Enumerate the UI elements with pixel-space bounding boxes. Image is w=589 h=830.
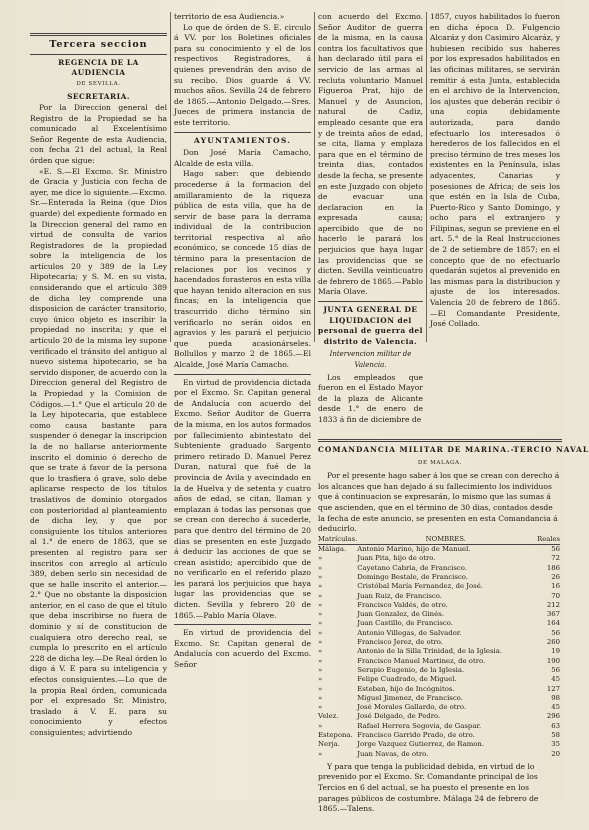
row-matricula: » xyxy=(318,628,323,637)
article-paragraph: Hago saber: que debiendo procederse á la formacion del amillaramiento de la riqueza pública de esta villa, que ha de servir de base para la derrama individual de la contribucion territorial respectiva al año económico, se concede 15 días de término para la presentacion de relaciones por los vecinos y hacendados forasteros en esta villa que hayan tenido alteracion en sus fincas; en la inteligencia que trascurrido dicho término sin verificarlo no serán oidos en agravios y les parará el perjuicio que pueda acasionárseles. Bollullos y marzo 2 de 1865.—El Alcalde, José María Camacho. xyxy=(174,169,311,369)
row-matricula: » xyxy=(318,665,323,674)
row-nombre: José Delgado, de Pedro. xyxy=(357,712,441,721)
office-heading: SECRETARIA. xyxy=(67,92,130,102)
marina-closing: Y para que tenga la publicidad debida, en virtud de lo prevenido por el Excmo. Sr. Comandante principal de los Tercios en 6 del actual, se ha puesto el presente en los parages públicos de costumbre. Málaga 24 de febrero de 1865.—Talens. xyxy=(318,761,539,814)
row-reales: 260 xyxy=(546,638,560,647)
row-reales: 16 xyxy=(551,582,560,591)
article-rule xyxy=(174,624,311,625)
table-row xyxy=(318,657,560,666)
article-paragraph: Los empleados que fueron en el Estado Mayor de la plaza de Alicante desde 1.° de enero de 1833 á fin de diciembre de xyxy=(318,372,423,424)
table-row xyxy=(318,582,560,591)
section-rule-bottom xyxy=(30,54,167,55)
row-nombre: Esteban, hijo de Incógnitos. xyxy=(357,684,455,693)
table-row xyxy=(318,666,560,675)
row-reales: 35 xyxy=(551,740,560,749)
row-nombre: Miguel Jimenez, de Francisco. xyxy=(357,693,463,702)
row-reales: 127 xyxy=(546,684,560,693)
table-header-row xyxy=(318,535,560,545)
row-nombre: Antonio Marino, hijo de Manuel. xyxy=(357,545,471,554)
table-row xyxy=(318,685,560,694)
row-matricula: Estepona. xyxy=(318,730,353,739)
table-row xyxy=(318,545,560,555)
table-row xyxy=(318,638,560,647)
row-matricula: » xyxy=(318,647,323,656)
row-reales: 212 xyxy=(546,600,560,609)
row-reales: 19 xyxy=(551,647,560,656)
row-reales: 63 xyxy=(551,721,560,730)
row-nombre: Domingo Bestale, de Francisco. xyxy=(357,572,469,581)
row-nombre: Antonio Villegas, de Salvador. xyxy=(357,628,462,637)
section-rule-top xyxy=(30,33,167,36)
marina-intro: Por el presente hago saber á los que se crean con derecho á los alcances que han dejado á su fallecimiento los individuos que á continuacion se expresarán, lo mismo que las sumas á que ascienden, que en el término de 30 dias, contados desde la fecha de este anuncio, se presenten en esta Comandancia á deducirlo. xyxy=(318,471,560,534)
row-nombre: Antonio de la Silla Trinidad, de la Iglesia. xyxy=(357,647,503,656)
column-divider xyxy=(314,12,315,342)
table-row xyxy=(318,601,560,610)
org-subheading: DE SEVILLA. xyxy=(76,80,121,87)
marina-notice xyxy=(318,436,589,815)
article-paragraph: «E. S.—El Excmo. Sr. Ministro de Gracia y Justicia con fecha de ayer, me dice lo siguiente.—Excmo. Sr.—Enterada la Reina (que Dios guarde) del expediente formado en la Direccion general del ramo en virtud de consulta de varios Registradores de la propiedad sobre la inteligencia de los artículos 20 y 389 de la Ley Hipotecaria; y S. M. en su vista, considerando que el artículo 389 de dicha ley comprende una disposicion de carácter transitorio, cuyo único objeto es inscribir la propiedad no inscrita; y que el artículo 20 de la misma ley supone verificado el tránsito del antiguo al nuevo sistema hipotecario, se ha servido disponer, de acuerdo con la Direccion general del Registro de la Propiedad y la Comision de Códigos.—1.° Que el artículo 20 de la Ley hipotecaria, que establece como causa bastante para suspender ó denegar la inscripcion la de no hallarse anteriormente inscrito el dominio ó derecho de que se trate á favor de la persona que lo trasfiera ó grave, solo debe aplicarse respecto de los títulos traslativos de dominio otorgados con posterioridad al planteamiento de dicha ley, y que por consiguiente los títulos anteriores al 1.° de enero de 1863, que se presenten al registro para ser inscritos con arreglo al artículo 389, deben serlo sin necesidad de que se halle inscrito el anterior.—2.° Que no obstante la disposicion anterior, en el caso de que el título que deba inscribirse no fuera de dominio y sí de constitucion de cualquiera otro derecho real, se cumpla lo prescrito en el artículo 228 de dicha ley.—De Real órden lo digo á V. E para su inteligencia y efectos consiguientes.—Lo que de la propia Real órden, comunicada por el expresado Sr. Ministro, traslado á V. E. para su conocimiento y efectos consiguientes; advirtiendo xyxy=(30,166,167,737)
row-reales: 186 xyxy=(546,563,560,572)
row-reales: 20 xyxy=(551,749,560,758)
row-matricula: » xyxy=(318,619,323,628)
table-row xyxy=(318,564,560,573)
table-row xyxy=(318,750,560,759)
table-row xyxy=(318,573,560,582)
article-paragraph: Lo que de órden de S. E. circulo á VV. por los Boletines oficiales para su conocimiento y el de los respectivos Registradores, á quienes prevendrán den aviso de su recibo. Dios guarde á VV. muchos años. Sevilla 24 de febrero de 1865.—Antonio Delgado.—Sres. Jueces de primera instancia de este territorio. xyxy=(174,22,311,127)
row-nombre: Juan Navas, de otro. xyxy=(357,749,429,758)
row-nombre: José Morales Gallardo, de otro. xyxy=(357,703,467,712)
article-rule xyxy=(174,374,311,375)
row-nombre: Serapio Eugenio, de la Iglesia. xyxy=(357,665,465,674)
row-matricula: » xyxy=(318,572,323,581)
table-row xyxy=(318,712,560,721)
row-matricula: » xyxy=(318,693,323,702)
table-row xyxy=(318,703,560,712)
column-divider xyxy=(170,12,171,342)
row-nombre: Juan Castillo, de Francisco. xyxy=(357,619,453,628)
column-header-nombres: NOMBRES. xyxy=(357,535,534,545)
row-matricula: Nerja. xyxy=(318,740,340,749)
row-matricula: » xyxy=(318,721,323,730)
row-matricula: » xyxy=(318,749,323,758)
article-paragraph: En virtud de providencia dictada por el Excmo. Sr. Capitan general de Andalucía con acuerdo del Excmo. Señor Auditor de Guerra de la misma, en los autos formados por fallecimiento abintestato del Subteniente graduado Sargento primero retirado D. Manuel Perez Duran, natural que fué de la provincia de Avila y avecindado en la de Huelva y de setenta y cuatro años de edad, se citan, llaman y emplazan á todas las personas que se crean con derecho á sucederle, para que dentro del término de 20 dias se presenten en este Juzgado á deducir las acciones de que se crean asistido; apercibido que de no verificarlo en el referido plazo les parará los perjuicios que haya lugar las providencias que se dicten. Sevilla y febrero 20 de 1865.—Pablo María Olave. xyxy=(174,377,311,620)
row-matricula: » xyxy=(318,703,323,712)
section-title: Tercera seccion xyxy=(49,39,148,50)
table-row xyxy=(318,722,560,731)
table-row xyxy=(318,619,560,628)
junta-heading: JUNTA GENERAL DE LIQUIDACION del personal de guerra del distrito de Valencia. xyxy=(318,305,423,346)
row-reales: 190 xyxy=(546,656,560,665)
table-row xyxy=(318,731,560,740)
article-paragraph: territorio de esa Audiencia.» xyxy=(174,12,285,21)
table-row xyxy=(318,554,560,563)
row-matricula: » xyxy=(318,638,323,647)
row-nombre: Cristóbal María Fernandez, de José. xyxy=(357,582,483,591)
row-nombre: Juan Pita, hijo de otro. xyxy=(357,554,436,563)
row-nombre: Francisco Garrido Prado, de otro. xyxy=(357,730,475,739)
row-matricula: Málaga. xyxy=(318,545,347,554)
table-row xyxy=(318,629,560,638)
column-divider xyxy=(426,12,427,342)
article-paragraph: En virtud de providencia del Excmo. Sr. Capitan general de Andalucía con acuerdo del Excmo. Señor xyxy=(174,628,311,670)
table-row xyxy=(318,740,560,749)
table-row xyxy=(318,675,560,684)
row-matricula: Velez. xyxy=(318,712,339,721)
row-matricula: » xyxy=(318,610,323,619)
article-paragraph: con acuerdo del Excmo. Señor Auditor de guerra de la misma, en la causa contra los facultativos que han declarado útil para el servicio de las armas al recluta voluntario Manuel Figueroa Prat, hijo de Manuel y de Asuncion, natural de Cadiz, empleado cesante que era y de treinta años de edad, se cita, llama y emplaza para que en el término de treinta dias, contados desde la fecha, se presente en este Juzgado con objeto de evacuar una declaracion en la expresada causa; apercibido que de no hacerlo le parará los perjuicios que haya lugar las providencias que se dicten. Sevilla veinticuatro de febrero de 1865.—Pablo María Olave. xyxy=(318,12,423,297)
marina-heading: COMANDANCIA MILITAR DE MARINA.-TERCIO NAVAL xyxy=(318,445,589,454)
row-nombre: Francisco Valdés, de otro. xyxy=(357,600,448,609)
row-reales: 98 xyxy=(551,693,560,702)
row-matricula: » xyxy=(318,563,323,572)
table-row xyxy=(318,610,560,619)
row-reales: 72 xyxy=(551,554,560,563)
row-reales: 56 xyxy=(551,665,560,674)
article-paragraph: Don José María Camacho, Alcalde de esta villa. xyxy=(174,148,311,168)
row-matricula: » xyxy=(318,554,323,563)
org-heading: REGENCIA DE LA AUDIENCIA xyxy=(58,57,139,78)
row-reales: 56 xyxy=(551,628,560,637)
junta-subheading: Intervencion militar de Valencia. xyxy=(329,350,412,369)
row-nombre: Juan Gonzalez, de Ginés. xyxy=(357,610,444,619)
row-reales: 367 xyxy=(546,610,560,619)
article-rule xyxy=(174,132,311,133)
table-row xyxy=(318,694,560,703)
row-nombre: Felipe Cuadrado, de Miguel. xyxy=(357,675,457,684)
notice-rule-top xyxy=(318,439,562,442)
article-rule xyxy=(318,301,423,302)
row-reales: 296 xyxy=(546,712,560,721)
row-matricula: » xyxy=(318,591,323,600)
article-paragraph: 1857, cuyos habilitados lo fueron en dicha época D. Fulgencio Alcaráz y don Casimiro Alcaráz, y hubiesen recibido sus haberes por los expresados habilitados en las oficinas militares, se servirán remitir á esta Junta, establecida en el archivo de la Intervencion, los ajustes que deberán recibir ó una copia debidamente autorizada, para dando efectuarlo los interesados ó herederos de los fallecidos en el preciso término de tres meses los existentes en la Península, islas adyacentes, Canarias y posesiones de Africa; de seis los que estén en la Isla de Cuba, Puerto-Rico y Santo Domingo, y ocho para el extranjero y Filipinas, segun se previene en el art. 5.° de la Real Instrucciones de 2 de setiembre de 1857; en el concepto que de no efectuarlo quedarán sujetos al prevenido en las mismas para la distribucion y ajuste de los interesados. Valencia 20 de febrero de 1865.—El Comandante Presidente, José Collado. xyxy=(430,12,560,329)
row-nombre: Francisco Manuel Martinez, de otro. xyxy=(357,656,486,665)
row-nombre: Juan Ruiz, de Francisco. xyxy=(357,591,442,600)
ayuntamientos-heading: AYUNTAMIENTOS. xyxy=(193,135,292,145)
row-matricula: » xyxy=(318,684,323,693)
row-matricula: » xyxy=(318,675,323,684)
row-reales: 70 xyxy=(551,591,560,600)
row-nombre: Rafael Herrera Segovia, de Gaspar. xyxy=(357,721,482,730)
row-matricula: » xyxy=(318,656,323,665)
marina-subheading: DE MALAGA. xyxy=(417,459,463,466)
table-row xyxy=(318,592,560,601)
row-nombre: Francisco Jerez, de otro. xyxy=(357,638,443,647)
row-reales: 56 xyxy=(551,545,560,554)
row-reales: 45 xyxy=(551,703,560,712)
row-reales: 164 xyxy=(546,619,560,628)
column-header-matriculas: Matrículas. xyxy=(318,534,358,543)
column-2 xyxy=(174,12,311,812)
article-paragraph: Por la Direccion general del Registro de la Propiedad se ha comunicado al Excelentísimo Señor Regente de esta Audiencia, con fecha 21 del actual, la Real órden que sigue: xyxy=(30,102,167,165)
column-1 xyxy=(30,30,167,830)
row-reales: 58 xyxy=(551,730,560,739)
row-nombre: Jorge Vazquez Gutierrez, de Ramon. xyxy=(357,740,485,749)
table-row xyxy=(318,647,560,656)
row-reales: 45 xyxy=(551,675,560,684)
alcances-table xyxy=(318,535,560,759)
table-body xyxy=(318,545,560,759)
row-reales: 26 xyxy=(551,572,560,581)
row-matricula: » xyxy=(318,582,323,591)
row-nombre: Cayetano Cabria, de Francisco. xyxy=(357,563,467,572)
column-header-reales: Reales xyxy=(534,535,560,545)
row-matricula: » xyxy=(318,600,323,609)
